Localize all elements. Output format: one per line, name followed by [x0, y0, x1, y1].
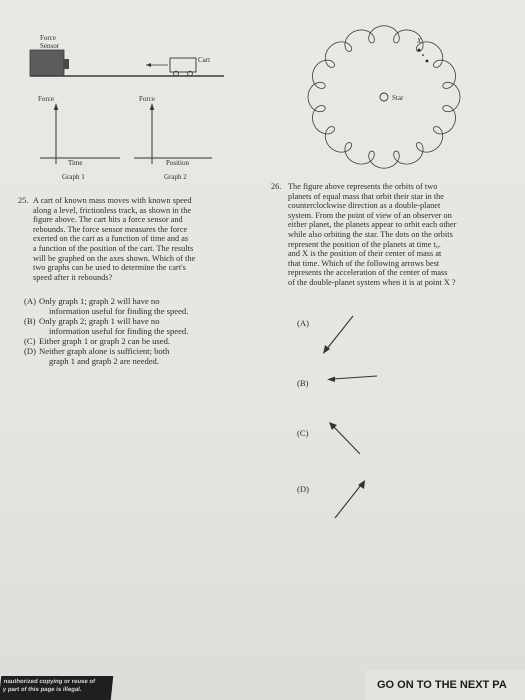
q25-choice-c[interactable]	[24, 336, 254, 346]
q26-stem-line: either planet, the planets appear to orbit each other	[288, 220, 457, 230]
q26-stem-line: system. From the point of view of an observer on	[288, 210, 452, 220]
q25-stem-line: a function of the position of the cart. The results	[33, 243, 194, 253]
choice-letter: (D)	[24, 346, 36, 356]
arrow-a-down-left[interactable]	[318, 312, 358, 357]
q26-stem-line: counterclockwise direction as a double-planet	[288, 201, 441, 211]
arrow-b-left[interactable]	[325, 371, 380, 385]
q25-stem-line: will be graphed on the axes shown. Which of the	[33, 253, 196, 263]
q26-stem-line: represents the acceleration of the center of mass	[288, 268, 448, 278]
point-x-label: X	[417, 37, 422, 45]
center-of-mass-dot	[422, 54, 424, 56]
choice-letter: (A)	[24, 296, 36, 306]
q25-stem-line: speed after it rebounds?	[33, 272, 113, 282]
loop-orbit-path	[308, 26, 460, 168]
q26-choice-a-label[interactable]: (A)	[297, 318, 309, 328]
q25-stem-line: along a level, frictionless track, as shown in the	[33, 205, 192, 215]
choice-text-line: Neither graph alone is sufficient; both	[39, 346, 170, 356]
arrow-c-up-left[interactable]	[325, 418, 365, 458]
q25-choices	[24, 296, 254, 366]
q25-choice-a[interactable]	[24, 296, 254, 316]
sensor-plate	[64, 59, 69, 69]
graph-1-xlabel: Time	[68, 159, 83, 167]
q26-stem-line: represent the position of the planets at time t₀.	[288, 239, 441, 249]
graph-1-axes	[34, 100, 124, 166]
q26-choice-b-label[interactable]: (B)	[297, 378, 309, 388]
q26-number: 26.	[271, 182, 282, 191]
q25-stem-line: figure above. The cart hits a force sensor and	[33, 215, 183, 225]
choice-letter: (B)	[24, 316, 36, 326]
choice-text-line: Only graph 2; graph 1 will have no	[39, 316, 160, 326]
choice-text-line: information useful for finding the speed.	[49, 306, 189, 316]
q25-stem	[18, 196, 248, 282]
graph-2-axes	[130, 100, 220, 166]
graph-1-ylabel: Force	[38, 95, 54, 103]
choice-letter: (C)	[24, 336, 36, 346]
question-26	[271, 182, 516, 288]
q26-stem-line: The figure above represents the orbits of two	[288, 182, 438, 191]
copyright-line-2: y part of this page is illegal.	[2, 687, 82, 693]
choice-text-line: Only graph 1; graph 2 will have no	[39, 296, 160, 306]
planet-dot	[418, 49, 421, 52]
force-sensor-label: Force Sensor	[40, 34, 60, 50]
star-label: Star	[392, 94, 404, 102]
graph-2-xlabel: Position	[166, 159, 189, 167]
q25-stem-line: rebounds. The force sensor measures the force	[33, 224, 188, 234]
q26-stem	[271, 182, 516, 288]
star-icon	[380, 93, 388, 101]
next-page-footer: GO ON TO THE NEXT PA	[365, 670, 525, 700]
arrow-d-up-right[interactable]	[330, 476, 370, 522]
q25-choice-d[interactable]	[24, 346, 254, 366]
q25-number: 25.	[18, 196, 29, 205]
cart-body	[170, 58, 196, 72]
q25-stem-line: two graphs can be used to determine the cart's	[33, 263, 186, 273]
copyright-notice	[0, 676, 113, 700]
graph-2-caption: Graph 2	[164, 173, 187, 181]
q26-choice-d-label[interactable]: (D)	[297, 484, 309, 494]
choice-text-line: information useful for finding the speed.	[49, 326, 189, 336]
cart-label: Cart	[198, 56, 211, 64]
q26-stem-line: while also orbiting the star. The dots on the orbits	[288, 229, 453, 239]
choice-text-line: Either graph 1 or graph 2 can be used.	[39, 336, 171, 346]
q26-stem-line: that time. Which of the following arrows best	[288, 258, 440, 268]
planet-dot	[426, 60, 429, 63]
q25-stem-line: A cart of known mass moves with known speed	[33, 196, 192, 205]
q25-choice-b[interactable]	[24, 316, 254, 336]
q26-stem-line: of the double-planet system when it is at point X ?	[288, 277, 456, 287]
copyright-line-1: nauthorized copying or reuse of	[3, 679, 96, 685]
orbit-figure	[290, 14, 465, 179]
q26-choice-c-label[interactable]: (C)	[297, 428, 309, 438]
q26-stem-line: and X is the position of their center of mass at	[288, 249, 442, 259]
q25-stem-line: exerted on the cart as a function of time and as	[33, 234, 189, 244]
question-25	[18, 196, 248, 282]
graph-1-caption: Graph 1	[62, 173, 85, 181]
force-sensor-block	[30, 50, 64, 76]
choice-text-line: graph 1 and graph 2 are needed.	[49, 356, 159, 366]
q26-stem-line: planets of equal mass that orbit their star in the	[288, 191, 444, 201]
graph-2-ylabel: Force	[139, 95, 155, 103]
